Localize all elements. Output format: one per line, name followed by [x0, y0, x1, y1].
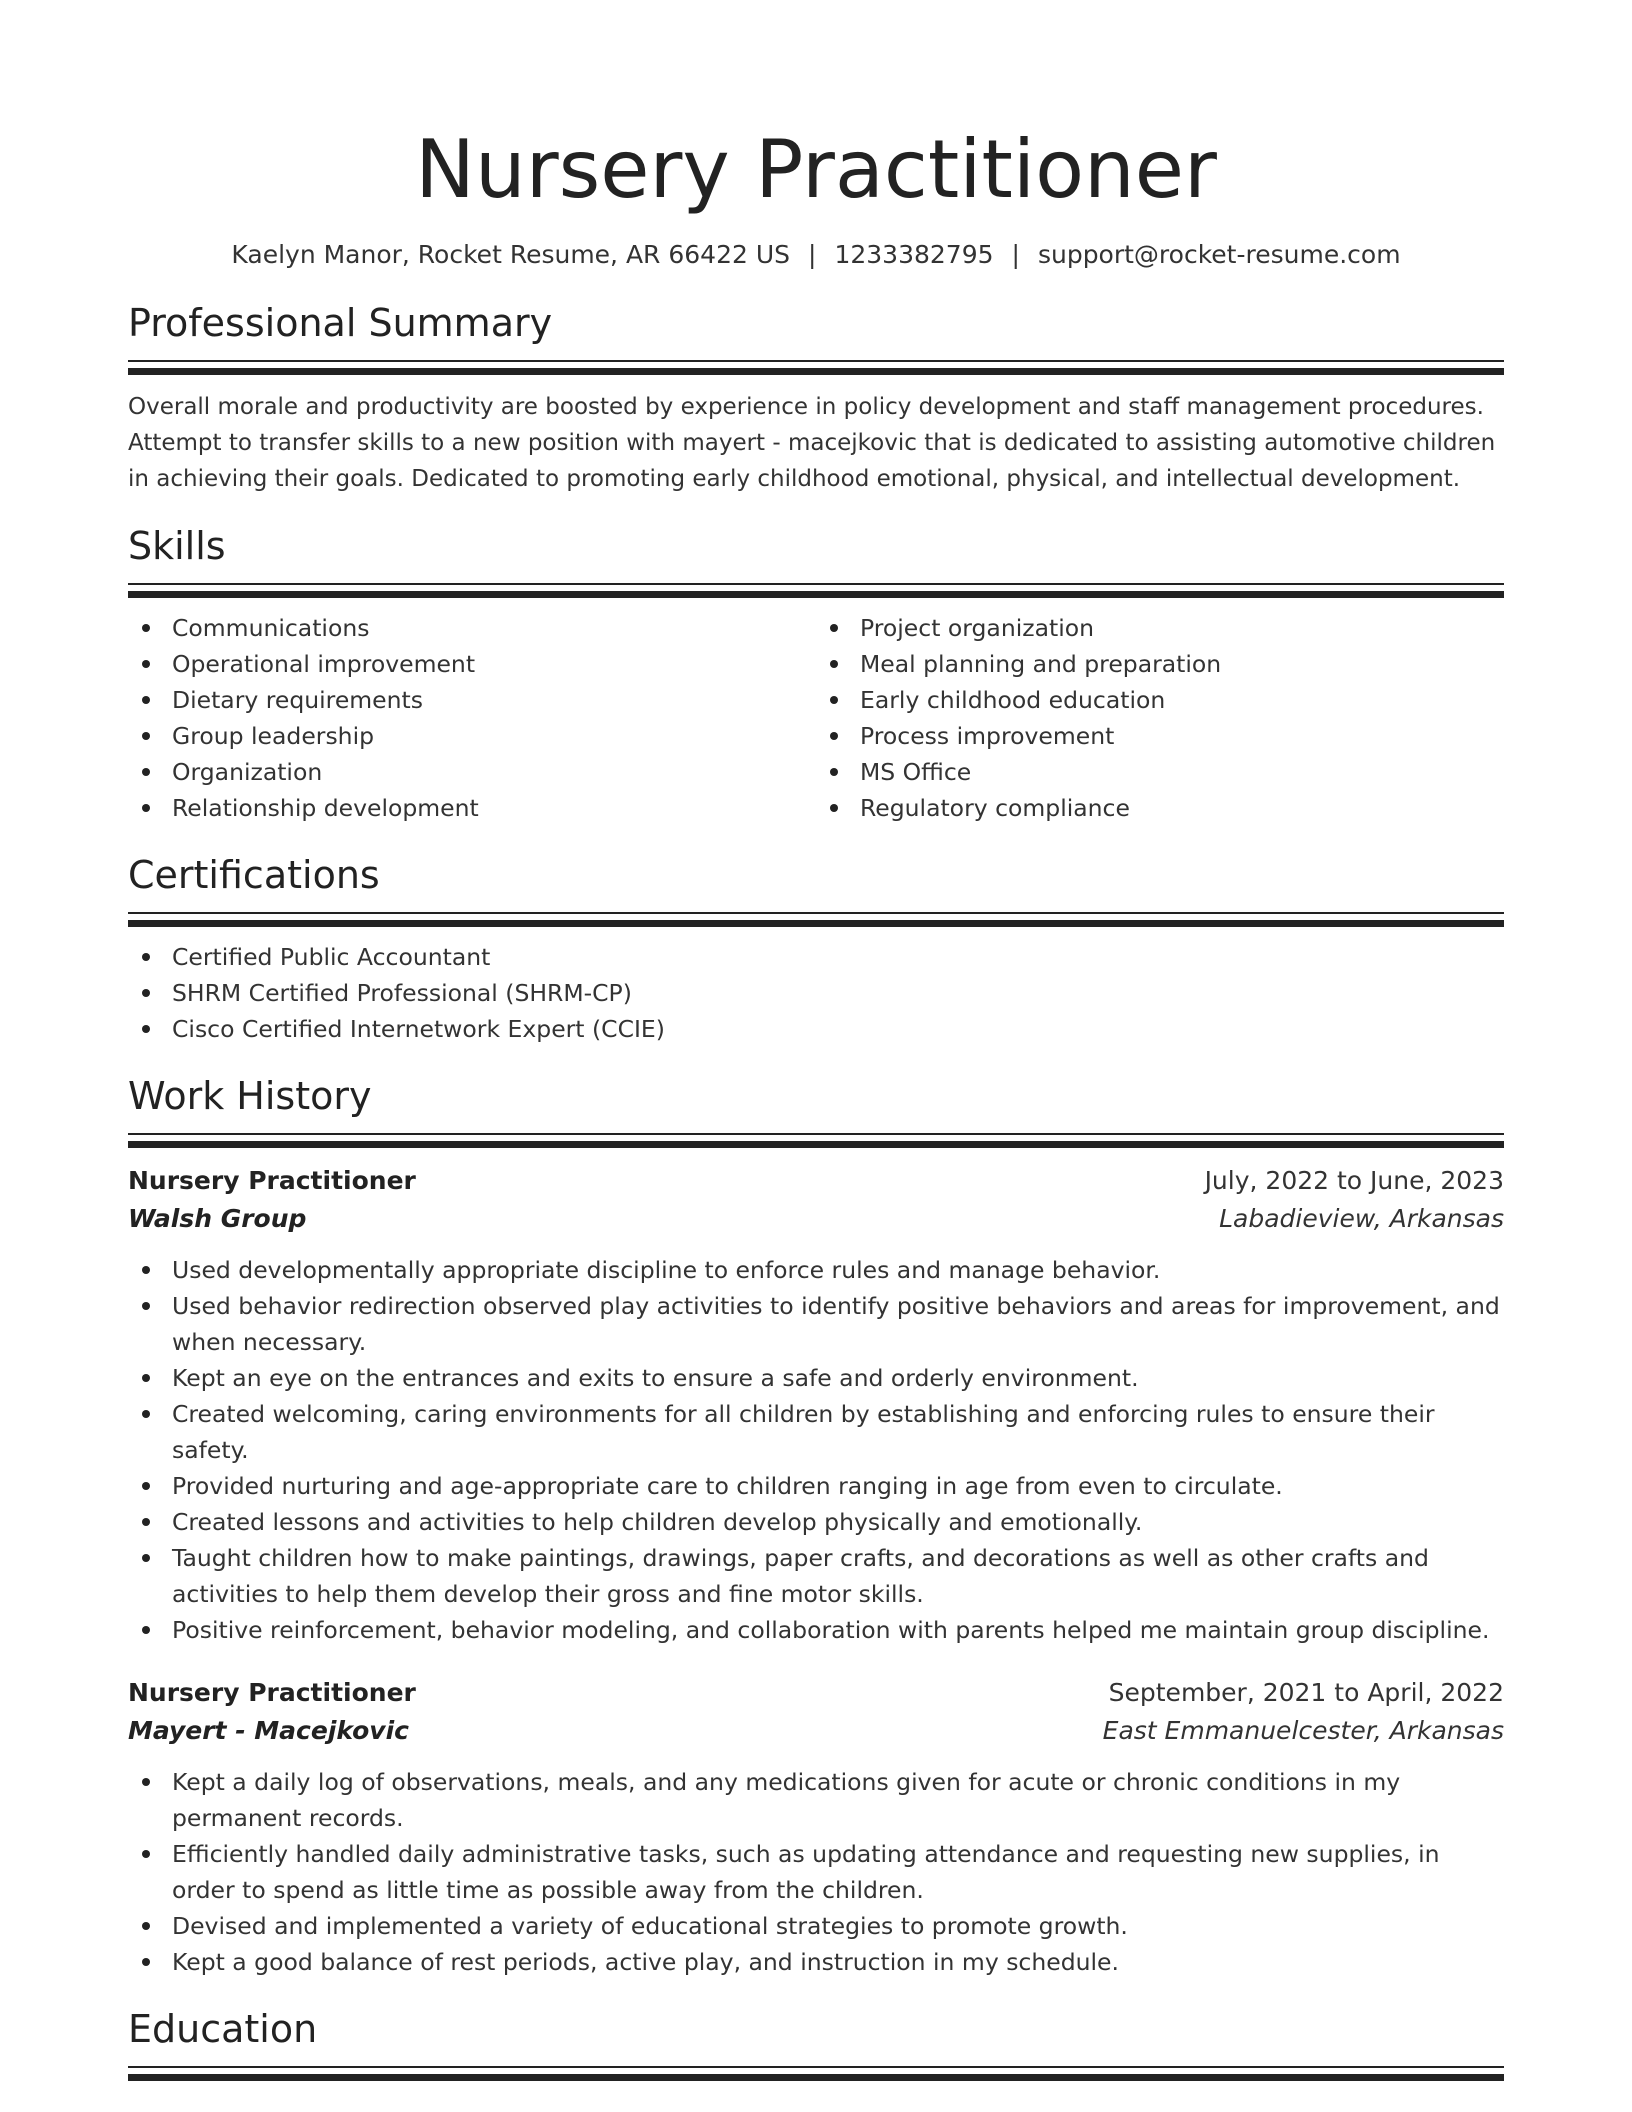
contact-separator: | [1011, 240, 1020, 269]
education-heading: Education [128, 2007, 318, 2051]
skills-list-right [816, 610, 1504, 826]
job-duty-item: Devised and implemented a variety of educational strategies to promote growth. [128, 1908, 1504, 1944]
section-divider [128, 360, 1504, 375]
job-duty-item: Efficiently handled daily administrative tasks, such as updating attendance and requesting new supplies, in order to spend as little time as possible away from the children. [128, 1836, 1504, 1908]
job-entry [128, 1674, 1504, 1980]
skill-item: Communications [128, 610, 816, 646]
summary-heading: Professional Summary [128, 301, 553, 345]
skill-item: Operational improvement [128, 646, 816, 682]
job-company: Walsh Group [128, 1204, 307, 1233]
section-divider [128, 1133, 1504, 1148]
job-title: Nursery Practitioner [128, 1678, 416, 1707]
skills-column-left [128, 610, 816, 826]
skill-item: Relationship development [128, 790, 816, 826]
skill-item: Group leadership [128, 718, 816, 754]
job-duty-item: Taught children how to make paintings, drawings, paper crafts, and decorations as well as other crafts and activities to help them develop their gross and fine motor skills. [128, 1540, 1504, 1612]
job-company: Mayert - Macejkovic [128, 1716, 409, 1745]
skill-item: Project organization [816, 610, 1504, 646]
job-duty-item: Created welcoming, caring environments for all children by establishing and enforcing rules to ensure their safety. [128, 1396, 1504, 1468]
certification-item: SHRM Certified Professional (SHRM-CP) [128, 975, 1504, 1011]
skill-item: Early childhood education [816, 682, 1504, 718]
job-company-row [128, 1712, 1504, 1750]
certification-item: Cisco Certified Internetwork Expert (CCIE) [128, 1011, 1504, 1047]
skill-item: Dietary requirements [128, 682, 816, 718]
skill-item: Regulatory compliance [816, 790, 1504, 826]
job-duty-item: Provided nurturing and age-appropriate care to children ranging in age from even to circulate. [128, 1468, 1504, 1504]
contact-address: Kaelyn Manor, Rocket Resume, AR 66422 US [231, 240, 791, 269]
job-duty-item: Used behavior redirection observed play activities to identify positive behaviors and areas for improvement, and when necessary. [128, 1288, 1504, 1360]
certification-item: Certified Public Accountant [128, 939, 1504, 975]
skills-list-left [128, 610, 816, 826]
job-duties-list [128, 1764, 1504, 1980]
resume-title: Nursery Practitioner [415, 123, 1217, 216]
skills-column-right [816, 610, 1504, 826]
contact-phone: 1233382795 [834, 240, 994, 269]
summary-text: Overall morale and productivity are boosted by experience in policy development and staff management procedures. Attempt to transfer skills to a new position with mayert - macejkovic that is dedicated to assisting automotive children in achieving their goals. Dedicated to promoting early childhood emotional, physical, and intellectual development. [128, 394, 1496, 492]
certifications-section [128, 850, 1504, 1047]
skills-grid [128, 610, 1504, 826]
summary-section [128, 298, 1504, 497]
job-duty-item: Kept a good balance of rest periods, active play, and instruction in my schedule. [128, 1944, 1504, 1980]
skill-item: Meal planning and preparation [816, 646, 1504, 682]
job-title: Nursery Practitioner [128, 1166, 416, 1195]
job-header-row [128, 1162, 1504, 1200]
contact-email: support@rocket-resume.com [1037, 240, 1401, 269]
job-duty-item: Kept an eye on the entrances and exits to ensure a safe and orderly environment. [128, 1360, 1504, 1396]
job-duties-list [128, 1252, 1504, 1648]
job-dates: July, 2022 to June, 2023 [1204, 1166, 1504, 1195]
work-history-section [128, 1071, 1504, 1980]
education-section [128, 2004, 1504, 2081]
contact-line [128, 238, 1504, 272]
job-location: Labadieview, Arkansas [1219, 1204, 1504, 1233]
skill-item: MS Office [816, 754, 1504, 790]
section-divider [128, 912, 1504, 927]
job-dates: September, 2021 to April, 2022 [1108, 1678, 1504, 1707]
section-divider [128, 583, 1504, 598]
job-header-row [128, 1674, 1504, 1712]
job-duty-item: Used developmentally appropriate discipline to enforce rules and manage behavior. [128, 1252, 1504, 1288]
job-company-row [128, 1200, 1504, 1238]
job-duty-item: Kept a daily log of observations, meals, and any medications given for acute or chronic conditions in my permanent records. [128, 1764, 1504, 1836]
certifications-heading: Certifications [128, 853, 380, 897]
skill-item: Organization [128, 754, 816, 790]
job-entry [128, 1162, 1504, 1648]
skill-item: Process improvement [816, 718, 1504, 754]
skills-heading: Skills [128, 524, 226, 568]
job-location: East Emmanuelcester, Arkansas [1102, 1716, 1504, 1745]
contact-separator: | [808, 240, 817, 269]
certifications-list [128, 939, 1504, 1047]
section-divider [128, 2066, 1504, 2081]
work-history-heading: Work History [128, 1074, 372, 1118]
job-duty-item: Created lessons and activities to help children develop physically and emotionally. [128, 1504, 1504, 1540]
skills-section [128, 521, 1504, 826]
job-duty-item: Positive reinforcement, behavior modeling, and collaboration with parents helped me maintain group discipline. [128, 1612, 1504, 1648]
